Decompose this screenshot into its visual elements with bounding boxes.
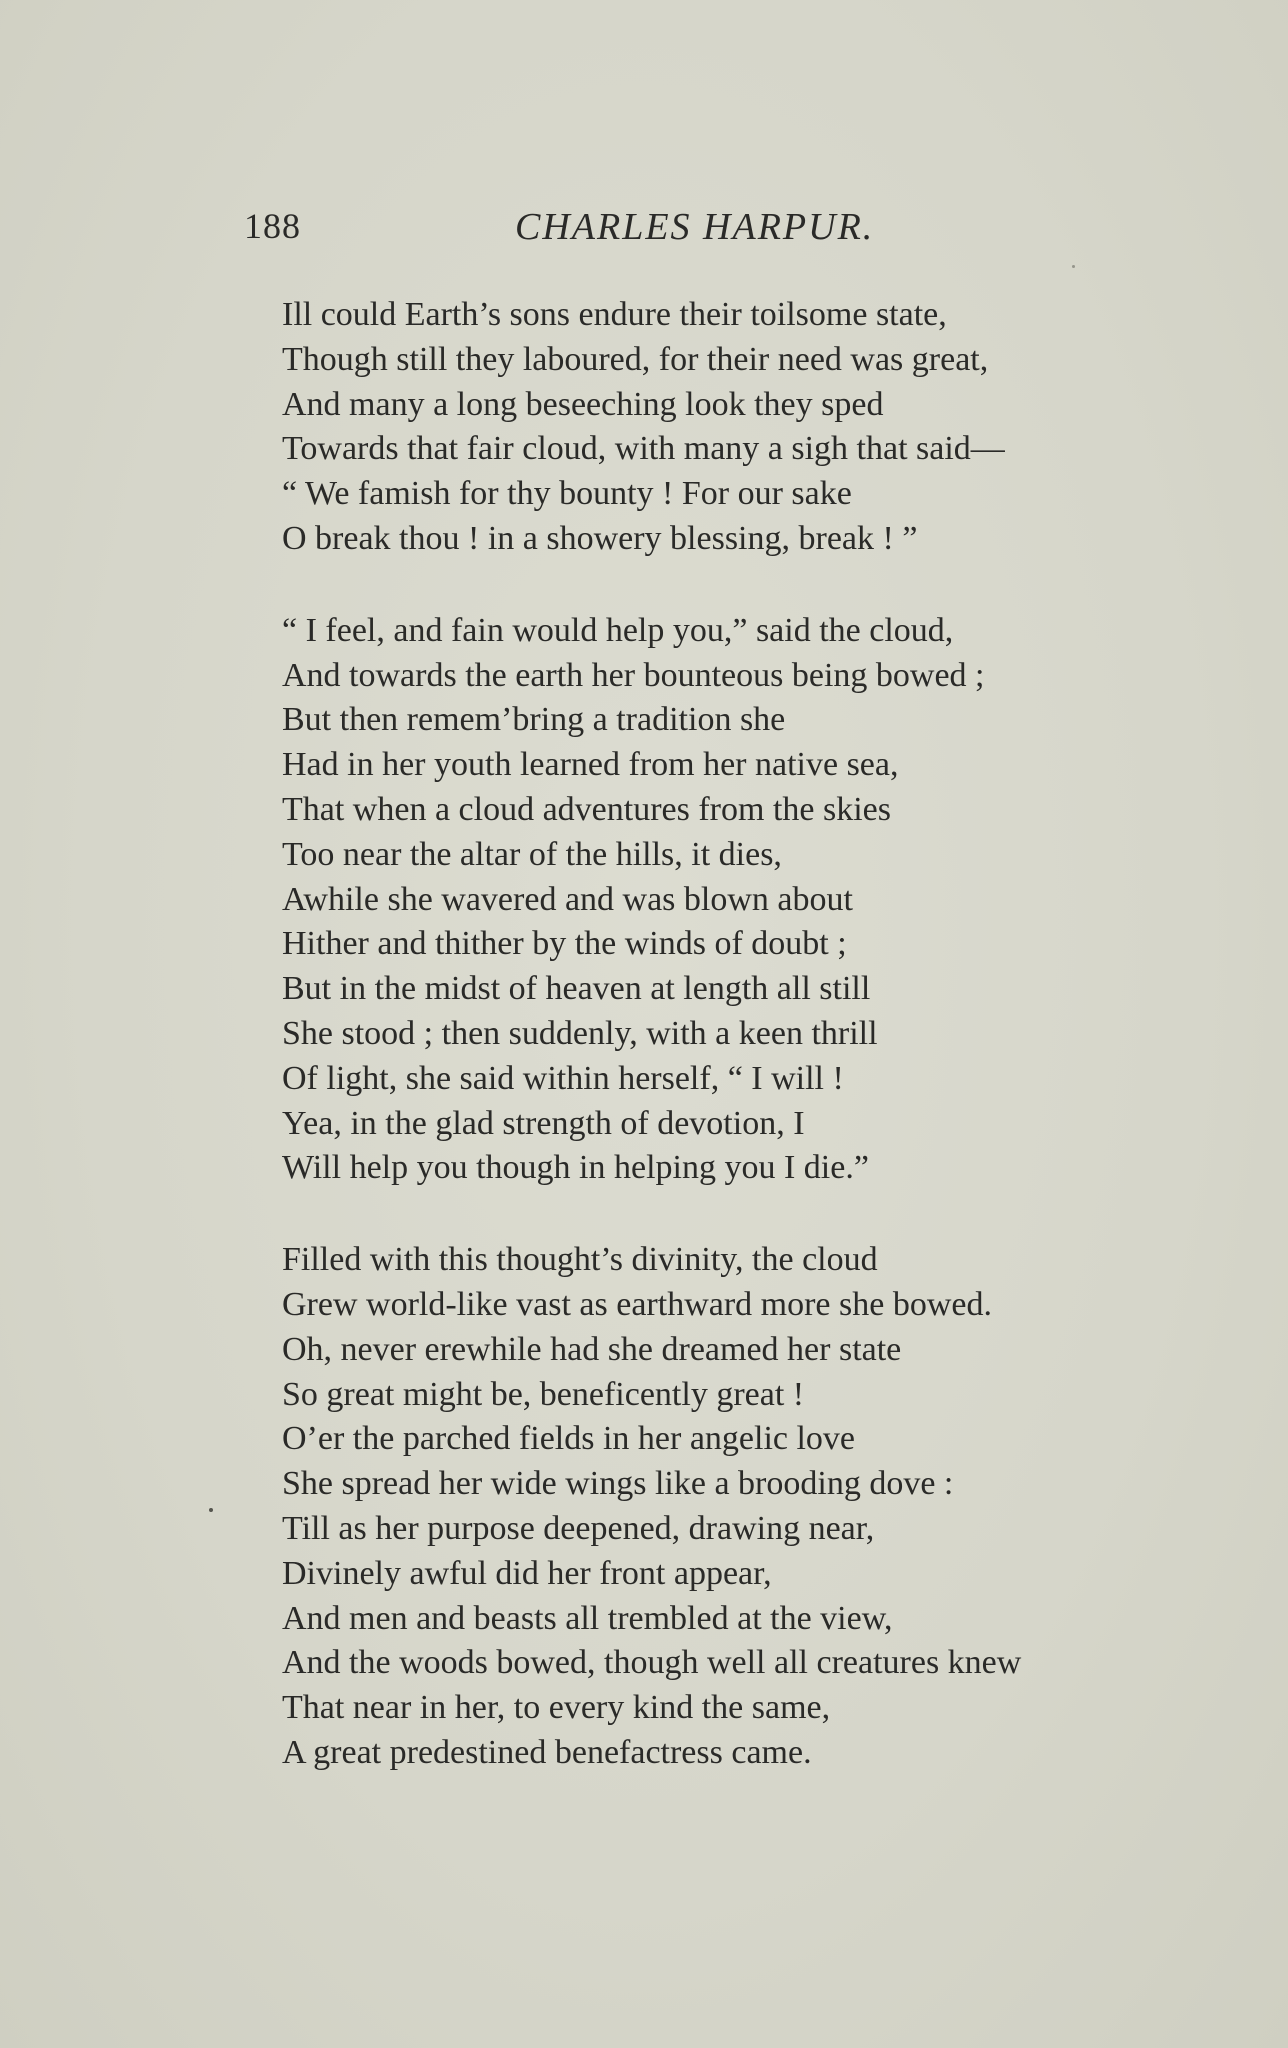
running-title: CHARLES HARPUR. <box>515 206 875 248</box>
poem-line: Will help you though in helping you I die.” <box>282 1149 869 1187</box>
poem-line: That when a cloud adventures from the skies <box>282 790 891 828</box>
poem-line: Hither and thither by the winds of doubt ; <box>282 925 847 963</box>
stanza-3 <box>282 1238 1182 1776</box>
poem-line: So great might be, beneficently great ! <box>282 1375 805 1413</box>
page-header <box>0 205 1288 255</box>
poem-line: Ill could Earth’s sons endure their toilsome state, <box>282 296 947 333</box>
poem-line: Awhile she wavered and was blown about <box>282 880 853 918</box>
poem-line: She spread her wide wings like a brooding dove : <box>282 1465 954 1503</box>
poem-line: And towards the earth her bounteous being bowed ; <box>282 656 985 694</box>
poem-line: A great predestined benefactress came. <box>282 1733 812 1771</box>
poem-line: O’er the parched fields in her angelic love <box>282 1420 856 1458</box>
poem-line: But in the midst of heaven at length all still <box>282 970 871 1008</box>
stanza-1 <box>282 293 1182 562</box>
poem-line: Divinely awful did her front appear, <box>282 1554 772 1592</box>
poem-line: Oh, never erewhile had she dreamed her state <box>282 1330 902 1368</box>
page-number: 188 <box>244 206 301 246</box>
poem-line: Had in her youth learned from her native sea, <box>282 746 899 784</box>
paper-speck <box>209 1508 213 1512</box>
poem-line: She stood ; then suddenly, with a keen thrill <box>282 1014 878 1052</box>
poem-line: And the woods bowed, though well all creatures knew <box>282 1644 1022 1682</box>
paper-speck <box>1072 265 1075 268</box>
poem-line: And men and beasts all trembled at the view, <box>282 1599 893 1637</box>
poem-line: Too near the altar of the hills, it dies, <box>282 835 782 873</box>
poem-line: “ We famish for thy bounty ! For our sake <box>282 475 852 513</box>
poem-line: O break thou ! in a showery blessing, break ! ” <box>282 519 918 557</box>
poem-line: Yea, in the glad strength of devotion, I <box>282 1104 805 1142</box>
poem-line: Though still they laboured, for their need was great, <box>282 340 989 378</box>
poem-line: Of light, she said within herself, “ I will ! <box>282 1059 844 1097</box>
stanza-2 <box>282 609 1182 1191</box>
poem-line: Grew world-like vast as earthward more she bowed. <box>282 1285 992 1323</box>
poem-line: And many a long beseeching look they sped <box>282 385 884 423</box>
poem-line: Filled with this thought’s divinity, the cloud <box>282 1241 878 1279</box>
poem <box>282 293 1182 1823</box>
poem-line: But then remem’bring a tradition she <box>282 701 786 739</box>
poem-line: Till as her purpose deepened, drawing near, <box>282 1509 875 1547</box>
poem-line: That near in her, to every kind the same, <box>282 1689 831 1727</box>
poem-line: Towards that fair cloud, with many a sigh that said— <box>282 430 1005 468</box>
poem-line: “ I feel, and fain would help you,” said the cloud, <box>282 611 954 649</box>
